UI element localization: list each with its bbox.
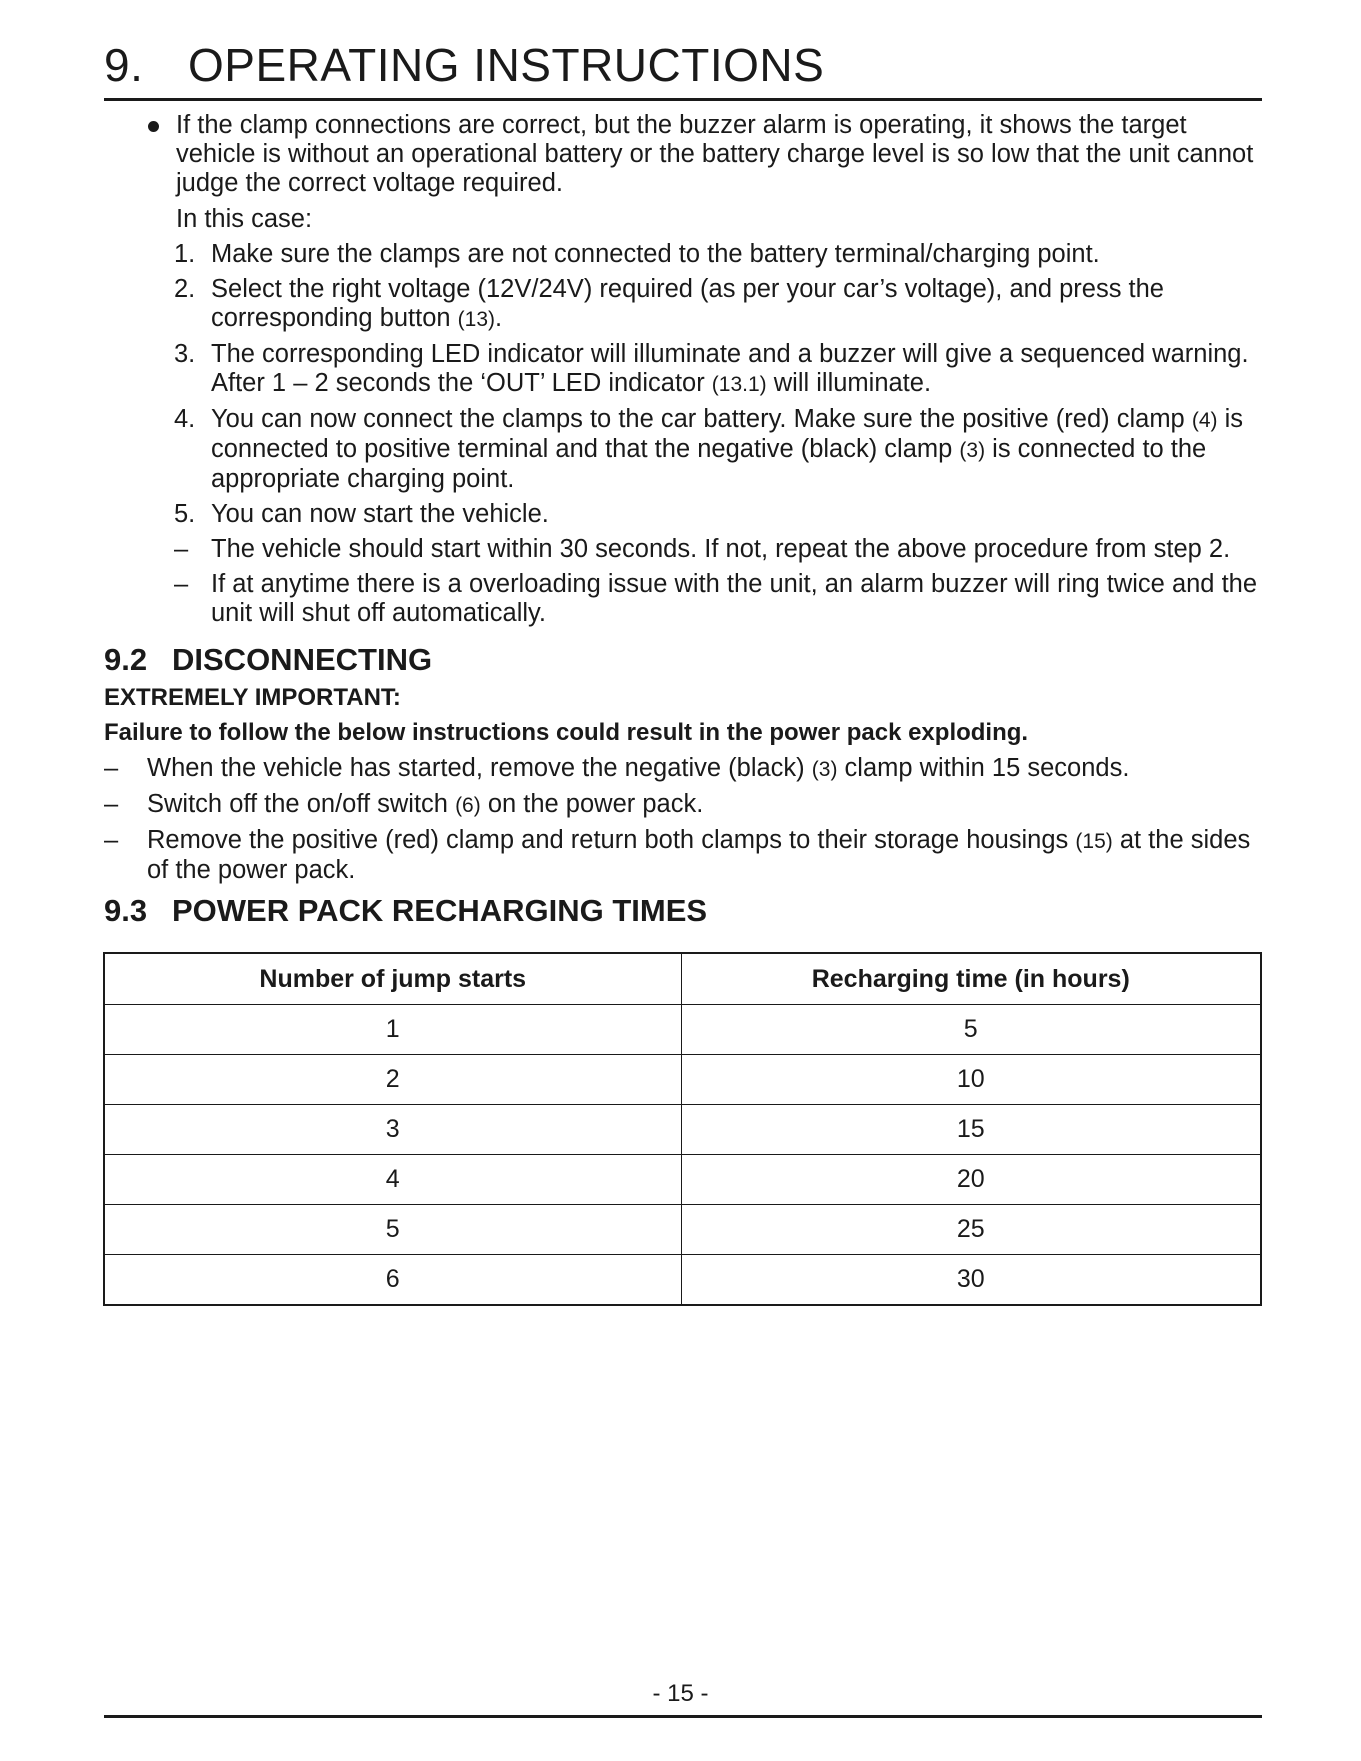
step-text: will illuminate. (766, 369, 932, 397)
dash-marker: – (104, 790, 119, 818)
procedure-step (174, 340, 1274, 399)
footer-divider (104, 1715, 1262, 1718)
reference-number: (3) (811, 758, 838, 781)
step-marker: 3. (174, 340, 196, 368)
step-text: is connected to positive terminal and that the negative (black) clamp (211, 405, 1244, 463)
step-text: You can now start the vehicle. (211, 500, 549, 528)
disconnect-step (104, 790, 1274, 820)
step-text: on the power pack. (480, 790, 704, 818)
cell-recharging-hours: 30 (681, 1255, 1261, 1306)
step-marker: 5. (174, 500, 196, 528)
cell-jump-starts: 5 (104, 1205, 681, 1255)
procedure-step (174, 405, 1274, 494)
step-text: The corresponding LED indicator will illuminate and a buzzer will give a sequenced warning. After 1 – 2 seconds the ‘OUT’ LED indicator (211, 340, 1249, 397)
reference-number: (4) (1191, 409, 1218, 432)
cell-jump-starts: 3 (104, 1105, 681, 1155)
procedure-step (174, 240, 1274, 269)
column-header-jump-starts: Number of jump starts (104, 953, 681, 1005)
section-title: OPERATING INSTRUCTIONS (188, 39, 825, 91)
table-row (104, 1255, 1261, 1306)
step-marker: – (174, 570, 189, 598)
step-text: . (495, 304, 503, 332)
page-title (104, 38, 824, 92)
step-text: If at anytime there is a overloading issue with the unit, an alarm buzzer will ring twice and the unit will shut off automatically. (211, 570, 1258, 627)
procedure-step (174, 275, 1274, 334)
cell-jump-starts: 6 (104, 1255, 681, 1306)
section-number: 9. (104, 39, 144, 91)
warning-text: Failure to follow the below instructions could result in the power pack exploding. (104, 719, 1029, 746)
step-marker: 2. (174, 275, 196, 303)
procedure-steps (174, 240, 1274, 634)
disconnect-step (104, 754, 1274, 784)
table-body (104, 1005, 1261, 1306)
page-number: - 15 - (652, 1680, 709, 1707)
cell-recharging-hours: 5 (681, 1005, 1261, 1055)
procedure-step (174, 570, 1274, 628)
table-row (104, 1155, 1261, 1205)
table-row (104, 1055, 1261, 1105)
heading-number: 9.2 (104, 642, 148, 677)
disconnect-step (104, 826, 1274, 885)
intro-block (148, 111, 1268, 234)
column-header-recharging-time: Recharging time (in hours) (681, 953, 1261, 1005)
dash-marker: – (104, 826, 119, 854)
heading-title: POWER PACK RECHARGING TIMES (172, 893, 708, 928)
table-row (104, 1205, 1261, 1255)
cell-jump-starts: 1 (104, 1005, 681, 1055)
step-marker: 1. (174, 240, 196, 268)
step-text: When the vehicle has started, remove the negative (black) (147, 754, 812, 782)
table-row (104, 1005, 1261, 1055)
disconnect-steps (104, 754, 1274, 891)
step-text: Select the right voltage (12V/24V) required (as per your car’s voltage), and press the corresponding button (211, 275, 1164, 332)
procedure-step (174, 535, 1274, 564)
cell-recharging-hours: 25 (681, 1205, 1261, 1255)
reference-number: (13) (457, 308, 496, 331)
table-header-row (104, 953, 1261, 1005)
cell-recharging-hours: 10 (681, 1055, 1261, 1105)
step-text: The vehicle should start within 30 seconds. If not, repeat the above procedure from step 2. (211, 535, 1231, 563)
reference-number: (15) (1075, 830, 1113, 853)
step-text: Make sure the clamps are not connected to the battery terminal/charging point. (211, 240, 1100, 268)
step-text: Switch off the on/off switch (147, 790, 456, 818)
step-text: at the sides of the power pack. (147, 826, 1251, 884)
heading-number: 9.3 (104, 893, 148, 928)
intro-bullet-text: If the clamp connections are correct, but the buzzer alarm is operating, it shows the target vehicle is without an operational battery or the battery charge level is so low that the unit cannot judge the correct voltage required. (176, 111, 1254, 197)
title-divider (104, 98, 1262, 101)
section-heading-disconnecting (104, 642, 432, 678)
intro-bullet (148, 111, 1268, 198)
table-row (104, 1105, 1261, 1155)
step-text: Remove the positive (red) clamp and return both clamps to their storage housings (147, 826, 1076, 854)
procedure-step (174, 500, 1274, 529)
dash-marker: – (104, 754, 119, 782)
step-marker: 4. (174, 405, 196, 433)
cell-recharging-hours: 20 (681, 1155, 1261, 1205)
heading-title: DISCONNECTING (172, 642, 433, 677)
case-label: In this case: (176, 205, 313, 233)
recharging-times-table (103, 952, 1262, 1306)
bullet-dot-icon (148, 121, 159, 132)
cell-recharging-hours: 15 (681, 1105, 1261, 1155)
step-text: is connected to the appropriate charging point. (211, 435, 1207, 493)
reference-number: (3) (959, 439, 986, 462)
reference-number: (6) (455, 794, 481, 817)
cell-jump-starts: 2 (104, 1055, 681, 1105)
step-text: clamp within 15 seconds. (837, 754, 1130, 782)
step-marker: – (174, 535, 189, 563)
step-text: You can now connect the clamps to the car battery. Make sure the positive (red) clamp (211, 405, 1192, 433)
important-label: EXTREMELY IMPORTANT: (104, 684, 401, 711)
section-heading-recharging (104, 893, 707, 929)
reference-number: (13.1) (711, 373, 767, 396)
cell-jump-starts: 4 (104, 1155, 681, 1205)
